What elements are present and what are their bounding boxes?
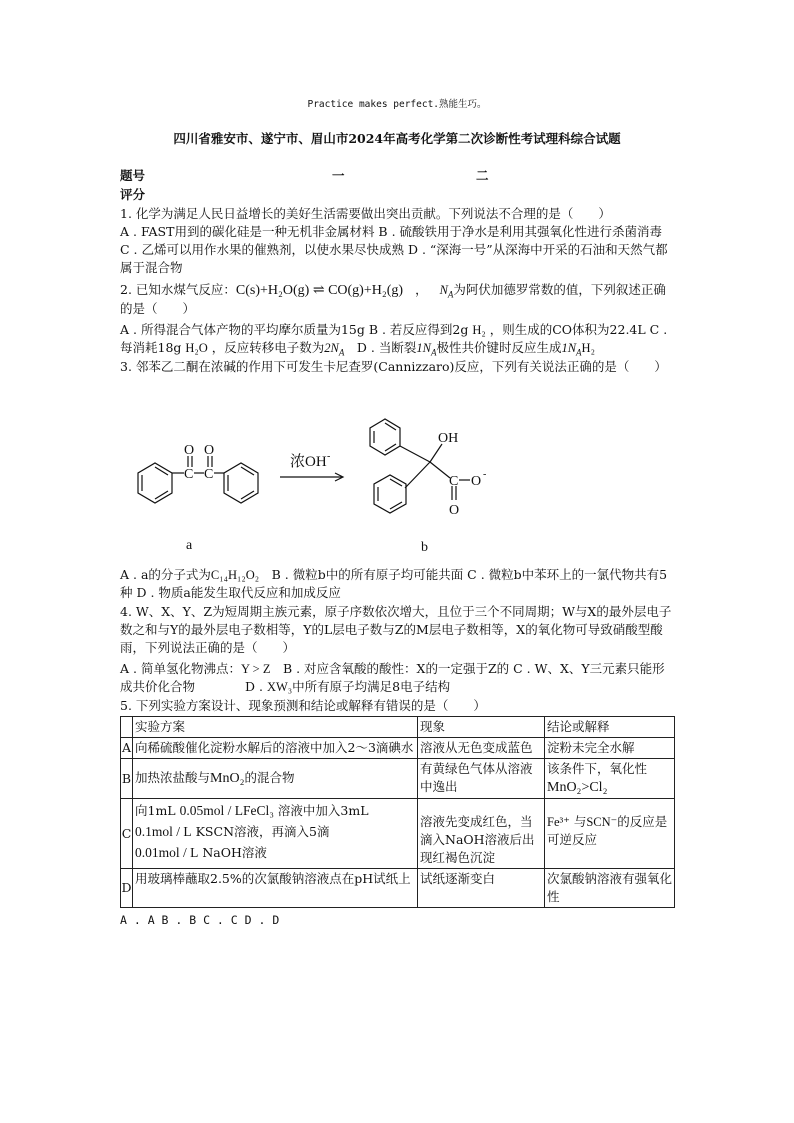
row-conclusion [545, 799, 675, 869]
benzene-ring-b-bottom [374, 475, 406, 513]
question-4 [120, 603, 674, 696]
question-1-stem: 1. 化学为满足人民日益增长的美好生活需要做出突出贡献。下列说法不合理的是（ ） [120, 206, 611, 221]
bond-oh [430, 444, 442, 462]
reaction-diagram [120, 376, 674, 555]
question-2 [120, 281, 674, 357]
row-conclusion: 淀粉未完全水解 [545, 738, 675, 759]
row-conclusion [545, 759, 675, 799]
q4-yz: Y > Z [240, 662, 271, 676]
question-5-options: A . A B . B C . C D . D [120, 913, 280, 927]
row-conclusion: 次氯酸钠溶液有强氧化性 [545, 869, 675, 908]
experiment-table [120, 716, 675, 908]
row-phenomenon: 有黄绿色气体从溶液中逸出 [418, 759, 545, 799]
atom-o-top-1: O [184, 443, 195, 458]
one-na-h2-text: 1N [561, 341, 577, 355]
one-na-text: 1N [416, 341, 431, 355]
row-plan-part: 向1mL [135, 803, 180, 818]
row-label: D [121, 869, 133, 908]
question-2-stem-part: 2. 已知水煤气反应： [120, 282, 236, 297]
fecl3-conc: 0.05mol / LFeCl₃ [179, 803, 274, 818]
question-1 [120, 205, 674, 277]
one-na-sub: A [430, 347, 437, 358]
row-phenomenon: 溶液先变成红色，当滴入NaOH溶液后出现红褐色沉淀 [418, 799, 545, 869]
table-header-blank [121, 717, 133, 738]
question-5-stem: 5. 下列实验方案设计、现象预测和结论或解释有错误的是（ ） [120, 698, 486, 713]
page-header: Practice makes perfect.熟能生巧。 [307, 99, 487, 110]
question-5 [120, 697, 674, 929]
h2o-formula: H₂O [185, 341, 208, 355]
bond-b-2 [405, 462, 430, 488]
row-label: B [121, 759, 133, 799]
atom-o-bottom: O [449, 503, 460, 518]
one-na-h2-sub: A [576, 347, 582, 358]
na-subscript: A [447, 289, 454, 300]
table-header-plan: 实验方案 [133, 717, 418, 738]
row-conclusion-part: 与 [569, 814, 587, 829]
question-2-stem [120, 281, 674, 318]
one-na [416, 341, 437, 358]
score-table [120, 166, 680, 204]
table-header-conclusion: 结论或解释 [545, 717, 675, 738]
table-header-phenomenon: 现象 [418, 717, 545, 738]
row-plan-part: KSCN溶液，再滴入5滴 [191, 824, 330, 839]
table-header-row [121, 717, 675, 738]
row-plan: 用玻璃棒蘸取2.5%的次氯酸钠溶液点在pH试纸上 [133, 869, 418, 908]
negative-charge: - [483, 469, 487, 480]
question-3 [120, 358, 674, 602]
q4-option-c: 中所有原子均满足8电子结构 [292, 679, 451, 694]
q2-option-b: ，则生成的CO体积为22.4L C . 每消耗18g [120, 322, 668, 355]
h2-end-formula: H₂ [581, 341, 595, 355]
reaction-svg [120, 376, 674, 555]
mno2-formula: MnO₂ [210, 771, 245, 786]
row-plan: 向稀硫酸催化淀粉水解后的溶液中加入2～3滴碘水 [133, 738, 418, 759]
row-plan-part: NaOH溶液 [198, 845, 267, 860]
q4-option-a: A . 简单氢化物沸点： [120, 661, 241, 676]
na-letter: N [439, 283, 448, 297]
q4-option-b: B . 对应含氧酸的酸性：X的一定强于Z的 C . W、X、Y三元素只能形成共价化合物 D . [120, 661, 665, 694]
row-plan-part: 加热浓盐酸与 [135, 770, 211, 785]
question-3-stem: 3. 邻苯乙二酮在浓碱的作用下可发生卡尼查罗(Cannizzaro)反应，下列有关说法正确的是（ ） [120, 359, 667, 374]
bond-b-1 [400, 446, 430, 462]
row-conclusion-part: 该条件下，氧化性 [547, 761, 648, 776]
kscn-conc: 0.1mol / L [135, 824, 192, 839]
row-conclusion-part: 的反应是可逆反应 [547, 814, 668, 847]
one-na-h2 [561, 341, 582, 358]
q3-option-rest: B . 微粒b中的所有原子均可能共面 C . 微粒b中苯环上的一氯代物共有5种 D . 物质a能发生取代反应和加成反应 [120, 567, 668, 600]
q3-option-a: A . a的分子式为 [120, 567, 211, 582]
avogadro-symbol [439, 283, 454, 300]
row-plan [133, 759, 418, 799]
reagent-label: 浓OH [290, 454, 327, 470]
h2-formula: H₂ [472, 323, 486, 337]
row-plan-part: 溶液中加入3mL [273, 803, 369, 818]
score-label-title: 题号 [120, 168, 146, 183]
bond-cooh [430, 462, 450, 478]
row-plan [133, 799, 418, 869]
atom-o-minus: O [471, 474, 482, 489]
questions [120, 205, 674, 930]
two-na-text: 2N [324, 341, 339, 355]
q2-option-c: ，反应转移电子数为 [207, 340, 325, 355]
table-row [121, 799, 675, 869]
table-row [121, 738, 675, 759]
table-row [121, 759, 675, 799]
row-label: C [121, 799, 133, 869]
row-phenomenon: 溶液从无色变成蓝色 [418, 738, 545, 759]
question-2-options [120, 321, 674, 357]
label-compound-a: a [186, 538, 193, 553]
q4-xw3: XW₃ [266, 680, 293, 694]
table-row [121, 869, 675, 908]
row-plan-part: 的混合物 [244, 770, 295, 785]
q2-option-a: A . 所得混合气体产物的平均摩尔质量为15g B . 若反应得到2g [120, 322, 473, 337]
atom-o-top-2: O [204, 443, 215, 458]
question-1-options: A . FAST用到的碳化硅是一种无机非金属材料 B . 硫酸铁用于净水是利用其强氧化性进行杀菌消毒 C . 乙烯可以用作水果的催熟剂，以使水果尽快成熟 D . “深海一号”从深海中开采的石油和天然气都属于混合物 [120, 224, 668, 275]
benzene-ring-a-right [224, 463, 258, 503]
reagent-charge: - [327, 451, 331, 462]
fe3-ion: Fe³⁺ [547, 815, 570, 829]
q2-option-e: 极性共价键时反应生成 [436, 340, 562, 355]
atom-oh: OH [438, 431, 459, 446]
atom-c-carboxylate: C [449, 474, 459, 489]
q3-formula: C₁₄H₁₂O₂ [210, 568, 260, 582]
water-gas-equation: C(s)+H₂O(g) ⇌ CO(g)+H₂(g) [235, 283, 404, 298]
question-2-stem-rest: 为阿伏加德罗常数的值，下列叙述正确的是（ ） [120, 282, 666, 316]
two-na-sub: A [338, 347, 345, 358]
scn-ion: SCN⁻ [586, 815, 618, 829]
two-na [324, 341, 345, 358]
row-label: A [121, 738, 133, 759]
atom-c-right: C [204, 467, 214, 482]
question-3-options [120, 566, 674, 602]
score-label-score: 评分 [120, 187, 146, 202]
benzene-ring-a-left [138, 463, 172, 503]
label-compound-b: b [421, 540, 428, 555]
oxidation-compare: MnO₂>Cl₂ [547, 780, 608, 795]
question-4-options [120, 660, 674, 696]
row-phenomenon: 试纸逐渐变白 [418, 869, 545, 908]
q2-option-d: D . 当断裂 [344, 340, 417, 355]
score-col-2: 二 [476, 168, 489, 183]
page-title: 四川省雅安市、遂宁市、眉山市2024年高考化学第二次诊断性考试理科综合试题 [173, 131, 621, 146]
question-2-comma: ， [415, 282, 428, 297]
score-col-1: 一 [332, 168, 345, 183]
question-4-stem: 4. W、X、Y、Z为短周期主族元素，原子序数依次增大，且位于三个不同周期；W与X的最外层电子数之和与Y的最外层电子数相等，Y的L层电子数与Z的M层电子数相等，X的氧化物可导致硝酸型酸雨，下列说法正确的是（ ） [120, 604, 672, 655]
atom-c-left: C [184, 467, 194, 482]
benzene-ring-b-top [370, 419, 400, 455]
naoh-conc: 0.01mol / L [135, 845, 199, 860]
